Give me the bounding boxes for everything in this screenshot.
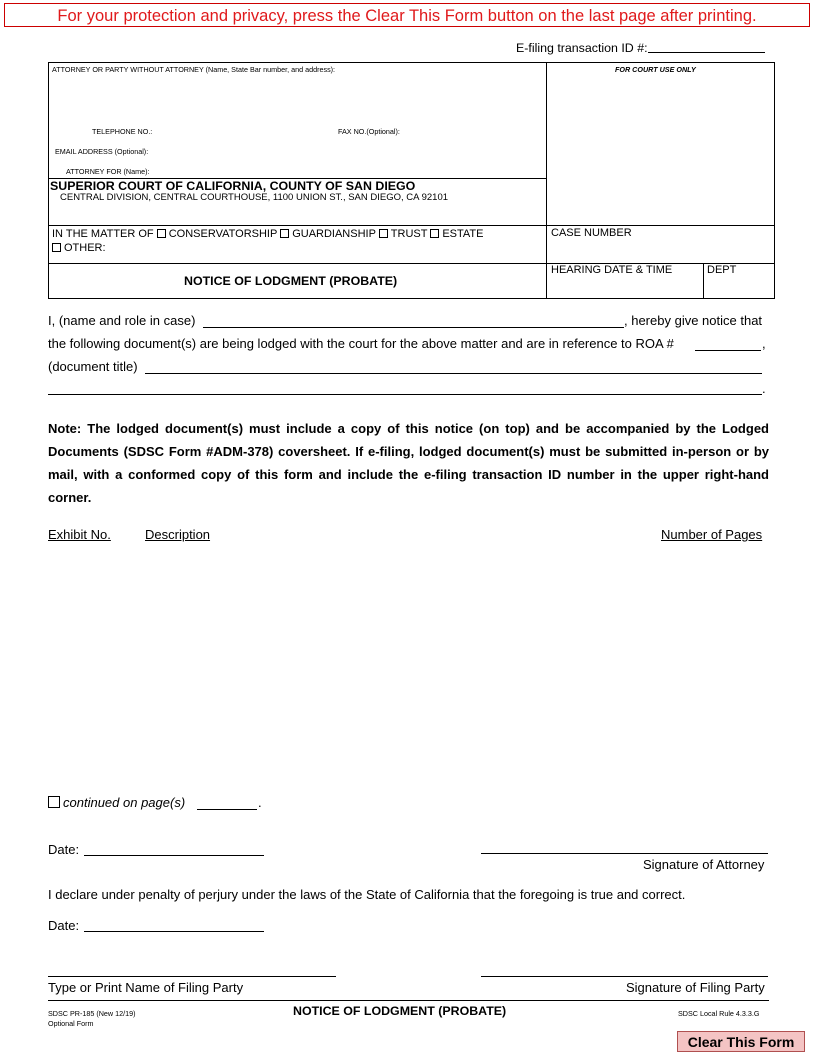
continued-checkbox[interactable] — [48, 796, 60, 808]
conservatorship-checkbox[interactable] — [157, 229, 166, 238]
exhibit-no-header: Exhibit No. — [48, 527, 111, 542]
attorney-signature-label: Signature of Attorney — [643, 857, 765, 872]
fax-label: FAX NO.(Optional): — [338, 127, 400, 136]
description-header: Description — [145, 527, 211, 542]
print-name-label: Type or Print Name of Filing Party — [48, 980, 244, 995]
matter-line — [52, 228, 483, 240]
telephone-label: TELEPHONE NO.: — [92, 127, 153, 136]
hereby-text: , hereby give notice that — [624, 313, 763, 328]
continued-label: continued on page(s) — [63, 795, 186, 810]
optional-form: Optional Form — [48, 1019, 94, 1028]
name-role-label: I, (name and role in case) — [48, 313, 196, 328]
email-label: EMAIL ADDRESS (Optional): — [55, 147, 149, 156]
estate-checkbox[interactable] — [430, 229, 439, 238]
attorney-signature-line[interactable] — [481, 853, 768, 854]
form-title: NOTICE OF LODGMENT (PROBATE) — [184, 274, 398, 288]
guardianship-checkbox[interactable] — [280, 229, 289, 238]
hearing-label: HEARING DATE & TIME — [551, 264, 673, 276]
continued-pages-input[interactable] — [197, 809, 257, 810]
clear-form-button[interactable]: Clear This Form — [677, 1031, 805, 1052]
document-title-period: . — [762, 381, 766, 396]
estate-label: ESTATE — [442, 228, 484, 240]
pages-header: Number of Pages — [661, 527, 763, 542]
document-title-label: (document title) — [48, 359, 138, 374]
date-label-2: Date: — [48, 918, 80, 933]
footer-title: NOTICE OF LODGMENT (PROBATE) — [293, 1004, 507, 1018]
document-title-input-2[interactable] — [48, 394, 762, 395]
date-label: Date: — [48, 842, 80, 857]
form-id: SDSC PR-185 (New 12/19) — [48, 1009, 136, 1018]
document-title-input[interactable] — [145, 373, 762, 374]
dept-label: DEPT — [707, 264, 737, 276]
matter-label: IN THE MATTER OF — [52, 228, 154, 240]
other-label: OTHER: — [64, 242, 106, 254]
note-text: Note: The lodged document(s) must include a copy of this notice (on top) and be accompanied by the Lodged Documents (SDSC Form #ADM-378) coversheet. If e-filing, lodged document(s) must be submitted in-person or by mail, with a conformed copy of this form and include the e-filing transaction ID number in the upper right-hand corner. — [48, 421, 769, 505]
court-use-label: FOR COURT USE ONLY — [615, 65, 696, 74]
declaration-text: I declare under penalty of perjury under the laws of the State of California that the foregoing is true and correct. — [48, 887, 686, 902]
court-address: CENTRAL DIVISION, CENTRAL COURTHOUSE, 1100 UNION ST., SAN DIEGO, CA 92101 — [60, 192, 449, 203]
local-rule: SDSC Local Rule 4.3.3.G — [678, 1009, 760, 1018]
court-name: SUPERIOR COURT OF CALIFORNIA, COUNTY OF SAN DIEGO — [50, 179, 416, 193]
guardianship-label: GUARDIANSHIP — [292, 228, 376, 240]
other-checkbox[interactable] — [52, 243, 61, 252]
attorney-label: ATTORNEY OR PARTY WITHOUT ATTORNEY (Name, State Bar number, and address): — [52, 65, 336, 74]
continued-period: . — [258, 795, 262, 810]
continued-line — [48, 795, 185, 810]
court-use-box — [546, 62, 775, 226]
other-line — [52, 242, 106, 254]
print-name-line[interactable] — [48, 976, 336, 977]
party-signature-line[interactable] — [481, 976, 768, 977]
party-signature-label: Signature of Filing Party — [626, 980, 765, 995]
name-role-input[interactable] — [203, 327, 624, 328]
date-input-2[interactable] — [84, 931, 264, 932]
roa-comma: , — [762, 336, 766, 351]
privacy-banner: For your protection and privacy, press the Clear This Form button on the last page after printing. — [4, 3, 810, 27]
efiling-label: E-filing transaction ID #: — [516, 41, 648, 55]
efiling-input[interactable] — [648, 52, 765, 53]
documents-text: the following document(s) are being lodged with the court for the above matter and are in reference to ROA # — [48, 336, 674, 351]
trust-label: TRUST — [390, 228, 428, 240]
footer-divider — [48, 1000, 769, 1001]
case-number-label: CASE NUMBER — [551, 227, 632, 239]
trust-checkbox[interactable] — [379, 229, 388, 238]
attorney-for-label: ATTORNEY FOR (Name): — [66, 167, 150, 176]
roa-input[interactable] — [695, 350, 761, 351]
date-input[interactable] — [84, 855, 264, 856]
exhibit-entry-area[interactable] — [48, 548, 769, 783]
conservatorship-label: CONSERVATORSHIP — [168, 228, 278, 240]
attorney-box[interactable] — [48, 62, 547, 179]
